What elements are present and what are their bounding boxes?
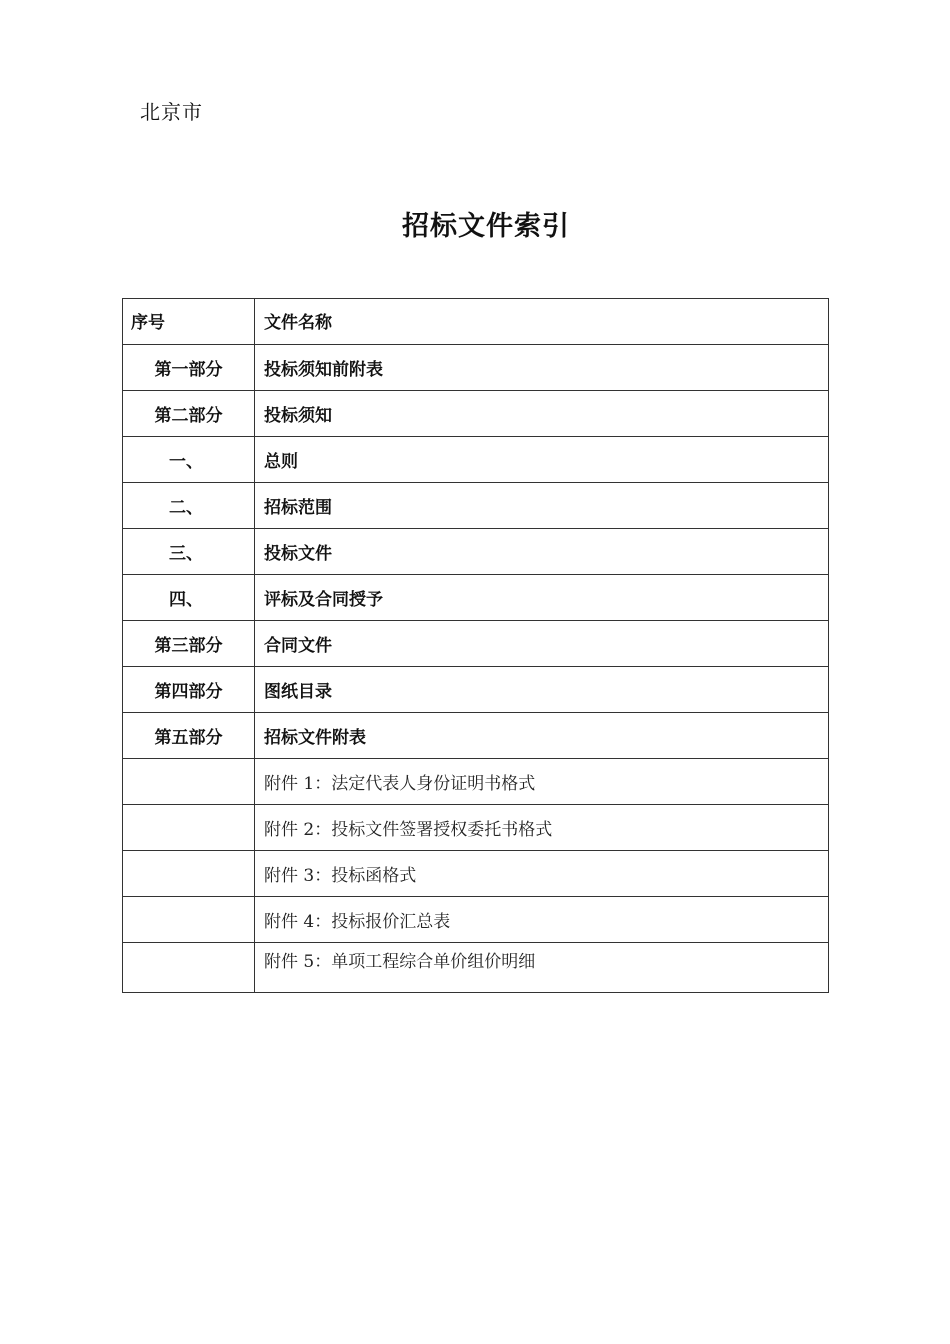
section-name: 合同文件 — [255, 621, 829, 667]
table-row — [123, 667, 829, 713]
section-number: 第一部分 — [123, 345, 255, 391]
table-row — [123, 529, 829, 575]
header-name: 文件名称 — [264, 313, 332, 333]
subsection-number: 二、 — [123, 483, 255, 529]
attachment-name: 附件 5：单项工程综合单价组价明细 — [255, 943, 829, 993]
section-name: 投标须知前附表 — [255, 345, 829, 391]
subsection-name: 总则 — [255, 437, 829, 483]
empty-number-cell — [123, 897, 255, 943]
table-row — [123, 345, 829, 391]
table-row — [123, 759, 829, 805]
table-row — [123, 483, 829, 529]
table-row — [123, 437, 829, 483]
section-number: 第五部分 — [123, 713, 255, 759]
section-name: 招标文件附表 — [255, 713, 829, 759]
subsection-name: 投标文件 — [255, 529, 829, 575]
subsection-number: 三、 — [123, 529, 255, 575]
header-number: 序号 — [131, 313, 165, 333]
subsection-number: 四、 — [123, 575, 255, 621]
section-name: 投标须知 — [255, 391, 829, 437]
attachment-name: 附件 1：法定代表人身份证明书格式 — [255, 759, 829, 805]
empty-number-cell — [123, 805, 255, 851]
document-title: 招标文件索引 — [402, 211, 570, 242]
table-row — [123, 621, 829, 667]
table-row — [123, 897, 829, 943]
attachment-name: 附件 4：投标报价汇总表 — [255, 897, 829, 943]
empty-number-cell — [123, 759, 255, 805]
empty-number-cell — [123, 943, 255, 993]
table-row — [123, 805, 829, 851]
table-row — [123, 575, 829, 621]
table-row — [123, 851, 829, 897]
subsection-name: 评标及合同授予 — [255, 575, 829, 621]
table-row — [123, 943, 829, 993]
table-header-row — [123, 299, 829, 345]
section-number: 第三部分 — [123, 621, 255, 667]
attachment-name: 附件 2：投标文件签署授权委托书格式 — [255, 805, 829, 851]
attachment-name: 附件 3：投标函格式 — [255, 851, 829, 897]
section-name: 图纸目录 — [255, 667, 829, 713]
section-number: 第四部分 — [123, 667, 255, 713]
header-number-cell — [123, 299, 255, 345]
subsection-number: 一、 — [123, 437, 255, 483]
subsection-name: 招标范围 — [255, 483, 829, 529]
city-header: 北京市 — [140, 100, 203, 124]
empty-number-cell — [123, 851, 255, 897]
section-number: 第二部分 — [123, 391, 255, 437]
header-name-cell — [255, 299, 829, 345]
table-row — [123, 391, 829, 437]
table-row — [123, 713, 829, 759]
document-index-table — [122, 298, 829, 993]
